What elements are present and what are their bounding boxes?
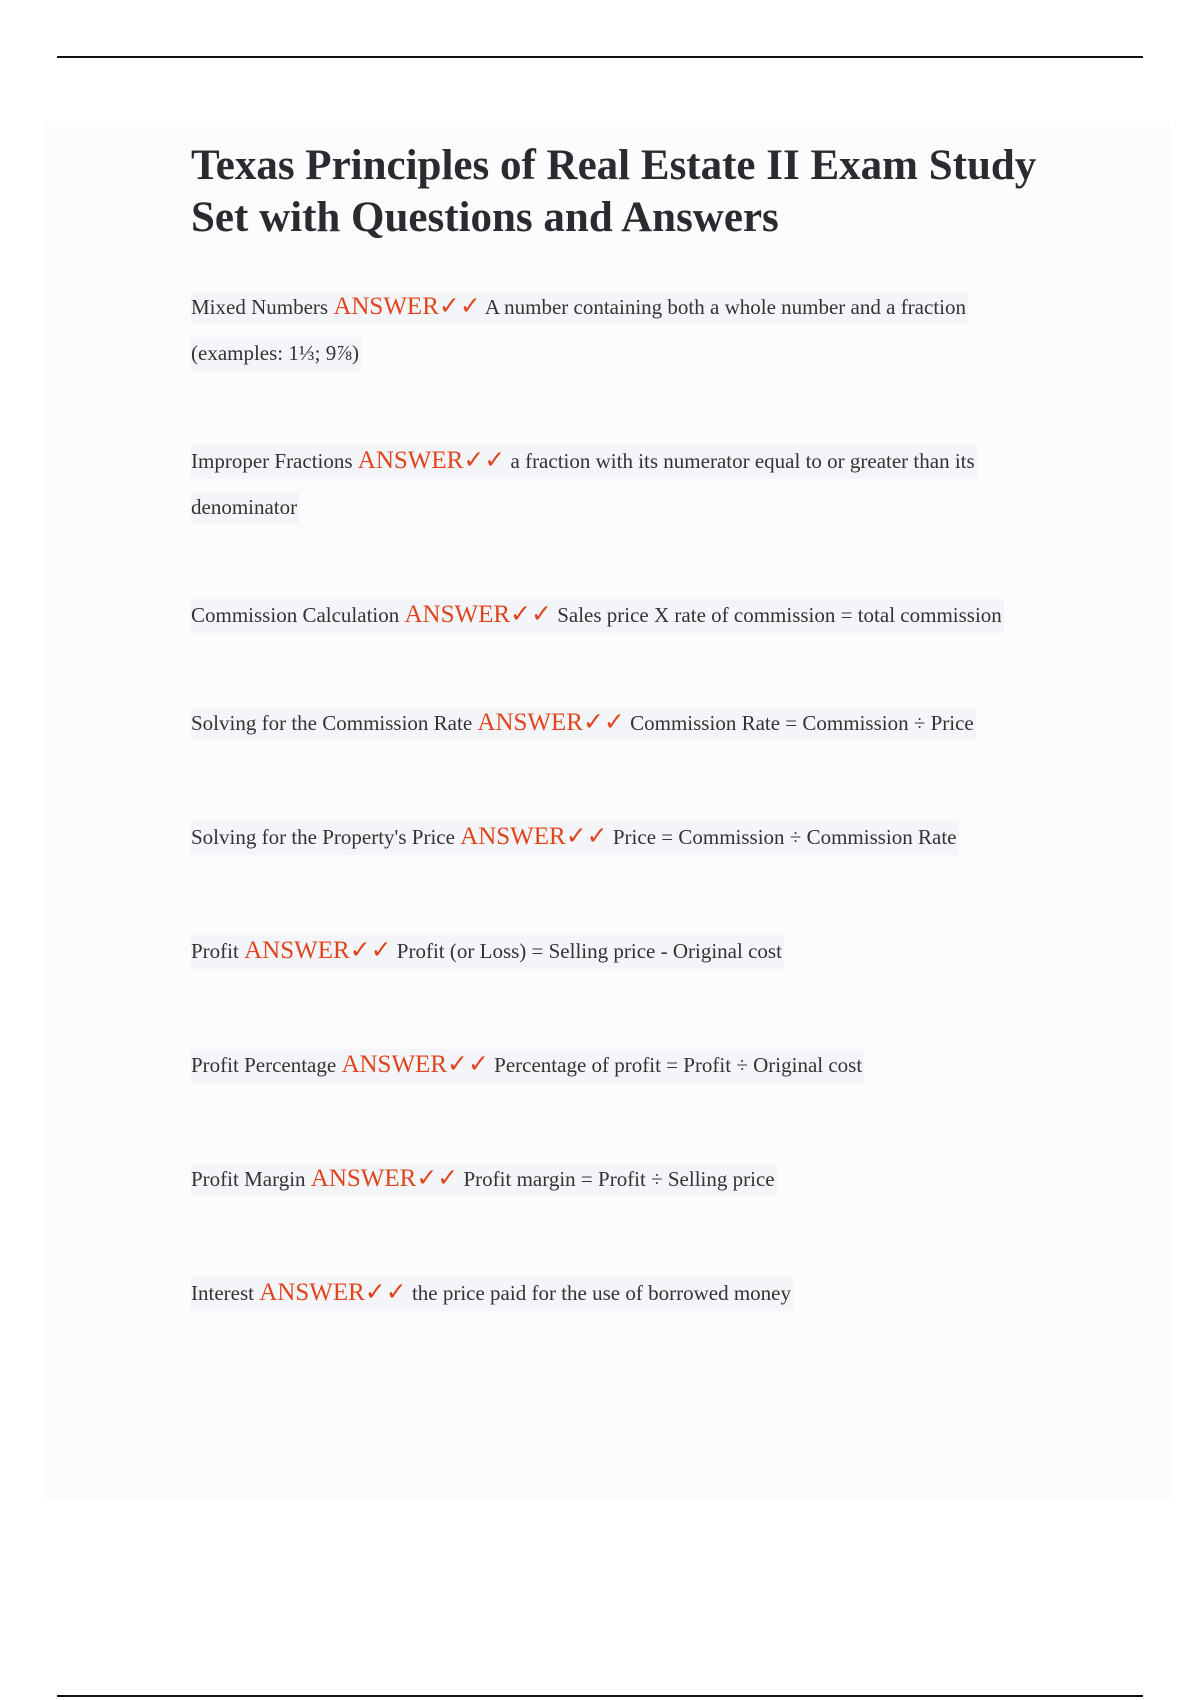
answer-marker: ANSWER✓✓ — [477, 709, 625, 736]
qa-answer: Price = Commission ÷ Commission Rate — [612, 825, 957, 849]
answer-marker: ANSWER✓✓ — [341, 1051, 489, 1078]
answer-marker: ANSWER✓✓ — [460, 823, 608, 850]
qa-item-improper-fractions — [191, 438, 1041, 530]
qa-answer: a fraction with its numerator equal to or greater than its denominator — [191, 449, 975, 519]
qa-item-property-price — [191, 814, 1041, 860]
qa-term: Improper Fractions — [191, 449, 353, 473]
qa-term: Mixed Numbers — [191, 295, 329, 319]
bottom-rule — [57, 1695, 1143, 1697]
qa-answer: A number containing both a whole number and a fraction (examples: 1⅓; 9⅞) — [191, 295, 966, 365]
qa-term: Solving for the Property's Price — [191, 825, 455, 849]
top-rule — [57, 56, 1143, 58]
qa-term: Profit Margin — [191, 1167, 306, 1191]
qa-item-profit-margin — [191, 1156, 1041, 1202]
answer-marker: ANSWER✓✓ — [244, 937, 392, 964]
qa-answer: Percentage of profit = Profit ÷ Original cost — [494, 1053, 863, 1077]
qa-answer: the price paid for the use of borrowed money — [411, 1281, 791, 1305]
qa-term: Commission Calculation — [191, 603, 400, 627]
qa-answer: Sales price X rate of commission = total commission — [557, 603, 1002, 627]
answer-marker: ANSWER✓✓ — [310, 1165, 459, 1192]
qa-term: Solving for the Commission Rate — [191, 711, 473, 735]
answer-marker: ANSWER✓✓ — [333, 293, 481, 320]
qa-item-profit-percentage — [191, 1042, 1041, 1088]
qa-term: Profit — [191, 939, 239, 963]
qa-item-profit — [191, 928, 1041, 974]
document-title: Texas Principles of Real Estate II Exam Study Set with Questions and Answers — [191, 142, 1037, 241]
qa-term: Interest — [191, 1281, 254, 1305]
answer-marker: ANSWER✓✓ — [357, 447, 506, 474]
answer-marker: ANSWER✓✓ — [259, 1279, 407, 1306]
document-content — [191, 140, 1041, 1316]
qa-answer: Profit margin = Profit ÷ Selling price — [463, 1167, 775, 1191]
qa-item-mixed-numbers — [191, 284, 1041, 376]
answer-marker: ANSWER✓✓ — [404, 601, 552, 628]
qa-item-interest — [191, 1270, 1041, 1316]
qa-term: Profit Percentage — [191, 1053, 337, 1077]
qa-answer: Commission Rate = Commission ÷ Price — [630, 711, 974, 735]
qa-item-commission-rate — [191, 700, 1041, 746]
qa-item-commission-calculation — [191, 592, 1041, 638]
qa-answer: Profit (or Loss) = Selling price - Original cost — [396, 939, 782, 963]
